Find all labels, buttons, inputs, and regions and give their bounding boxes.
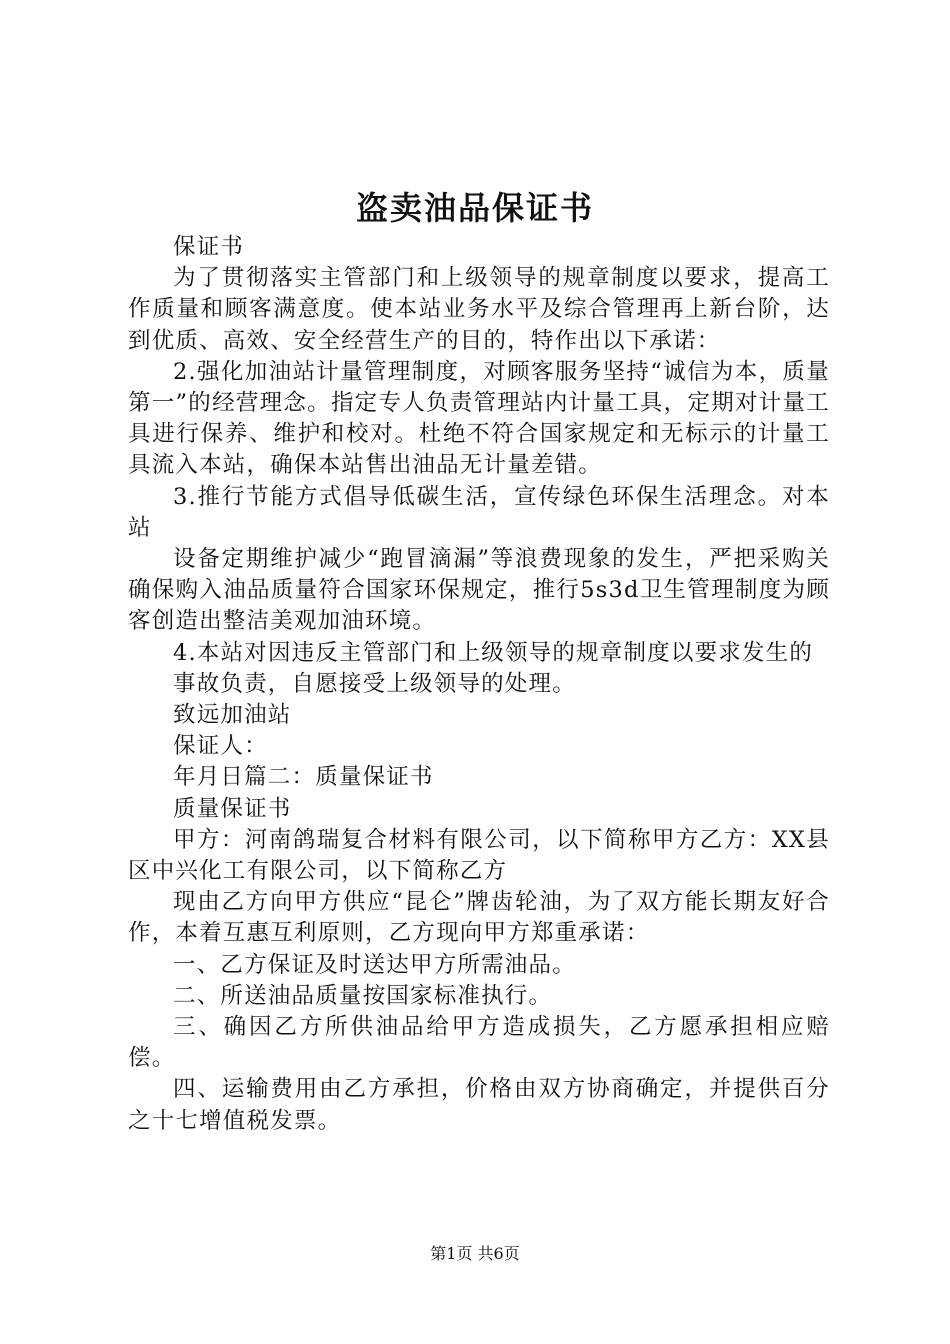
page-footer: 第1页 共6页 (430, 1244, 520, 1263)
paragraph: 质量保证书 (173, 795, 292, 822)
document-body (128, 232, 830, 1137)
paragraph: 一、乙方保证及时送达甲方所需油品。 (173, 951, 576, 978)
paragraph: 致远加油站 (173, 702, 292, 729)
paragraph: 为了贯彻落实主管部门和上级领导的规章制度以要求，提高工作质量和顾客满意度。使本站业务水平及综合管理再上新台阶，达到优质、高效、安全经营生产的目的，特作出以下承诺： (128, 265, 830, 354)
paragraph: 保证人： (173, 733, 268, 760)
paragraph: 二、所送油品质量按国家标准执行。 (173, 982, 553, 1009)
paragraph: 现由乙方向甲方供应“昆仑”牌齿轮油，为了双方能长期友好合作，本着互惠互利原则，乙方现向甲方郑重承诺： (128, 889, 830, 947)
paragraph: 3.推行节能方式倡导低碳生活，宣传绿色环保生活理念。对本站 (128, 483, 830, 541)
paragraph: 四、运输费用由乙方承担，价格由双方协商确定，并提供百分之十七增值税发票。 (128, 1076, 830, 1134)
paragraph: 三、确因乙方所供油品给甲方造成损失，乙方愿承担相应赔偿。 (128, 1014, 830, 1072)
document-title: 盗卖油品保证书 (355, 189, 594, 227)
paragraph: 设备定期维护减少“跑冒滴漏”等浪费现象的发生，严把采购关确保购入油品质量符合国家环保规定，推行5s3d卫生管理制度为顾客创造出整洁美观加油环境。 (128, 546, 830, 635)
paragraph: 保证书 (173, 234, 245, 260)
paragraph: 2.强化加油站计量管理制度，对顾客服务坚持“诚信为本，质量第一”的经营理念。指定专人负责管理站内计量工具，定期对计量工具进行保养、维护和校对。杜绝不符合国家规定和无标示的计量工具流入本站，确保本站售出油品无计量差错。 (128, 358, 830, 479)
paragraph: 事故负责，自愿接受上级领导的处理。 (173, 670, 576, 697)
paragraph: 甲方：河南鸽瑞复合材料有限公司，以下简称甲方乙方：XX县区中兴化工有限公司，以下简称乙方 (128, 826, 830, 885)
paragraph: 4.本站对因违反主管部门和上级领导的规章制度以要求发生的 (173, 639, 814, 666)
paragraph: 年月日篇二：质量保证书 (173, 764, 434, 791)
